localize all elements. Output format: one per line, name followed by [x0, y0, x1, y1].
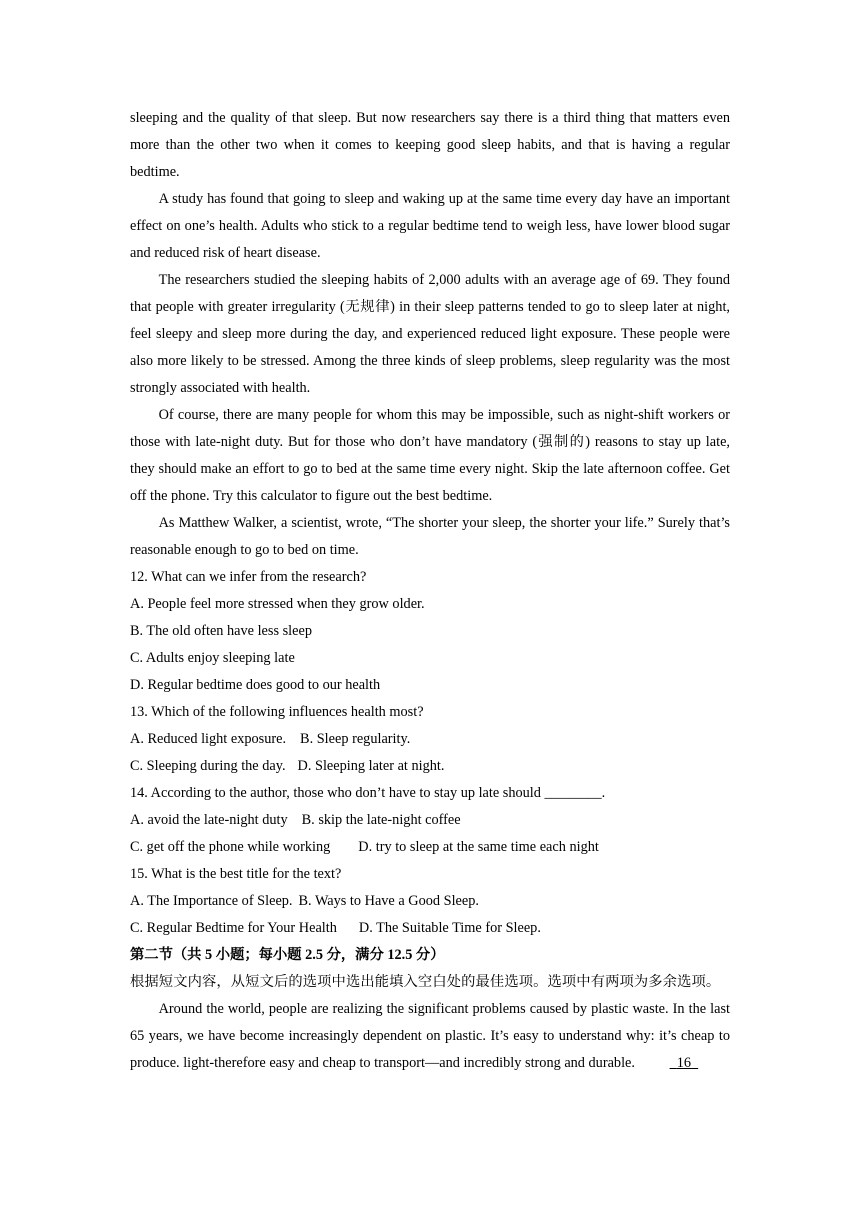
question-14-options-ab	[130, 807, 730, 834]
passage-paragraph-4: Of course, there are many people for whom this may be impossible, such as night-shift workers or those with late-night duty. But for those who don’t have mandatory (强制的) reasons to stay up late, they should make an effort to go to bed at the same time every night. Skip the late afternoon coffee. Get off the phone. Try this calculator to figure out the best bedtime.	[130, 407, 730, 504]
passage-paragraph-2: A study has found that going to sleep and waking up at the same time every day have an important effect on one’s health. Adults who stick to a regular bedtime tend to weigh less, have lower blood sugar and reduced risk of heart disease.	[130, 191, 730, 261]
section-2-paragraph-1-text: Around the world, people are realizing the significant problems caused by plastic waste. In the last 65 years, we have become increasingly dependent on plastic. It’s easy to understand why: it’s cheap to produce. light-therefore easy and cheap to transport—and incredibly strong and durable.	[130, 1001, 730, 1071]
question-12-stem: 12. What can we infer from the research?	[130, 569, 367, 585]
question-13-options-cd	[130, 753, 730, 780]
question-12-option-b: B. The old often have less sleep	[130, 623, 312, 639]
question-15-option-a: A. The Importance of Sleep.	[130, 893, 293, 909]
question-15-option-d: D. The Suitable Time for Sleep.	[358, 920, 541, 936]
section-2-paragraph-1	[130, 996, 730, 1077]
question-13-option-a: A. Reduced light exposure.	[130, 731, 287, 747]
question-15-options-cd	[130, 915, 730, 942]
question-15-option-c: C. Regular Bedtime for Your Health	[130, 920, 337, 936]
blank-16	[641, 1050, 698, 1077]
question-13-stem: 13. Which of the following influences health most?	[130, 704, 424, 720]
question-14-stem: 14. According to the author, those who don’t have to stay up late should ________.	[130, 785, 606, 801]
passage-paragraph-1: sleeping and the quality of that sleep. But now researchers say there is a third thing that matters even more than the other two when it comes to keeping good sleep habits, and that is having a regular bedtime.	[130, 110, 730, 180]
question-12-option-a: A. People feel more stressed when they grow older.	[130, 596, 425, 612]
blank-16-number: 16	[676, 1055, 692, 1071]
page-content	[130, 105, 730, 1077]
passage-paragraph-5: As Matthew Walker, a scientist, wrote, “The shorter your sleep, the shorter your life.” Surely that’s reasonable enough to go to bed on time.	[130, 515, 730, 558]
question-14-option-c: C. get off the phone while working	[130, 839, 331, 855]
question-13-option-d: D. Sleeping later at night.	[297, 758, 445, 774]
question-13-options-ab	[130, 726, 730, 753]
question-14-options-cd	[130, 834, 730, 861]
question-12-option-d: D. Regular bedtime does good to our health	[130, 677, 381, 693]
passage-paragraph-3: The researchers studied the sleeping habits of 2,000 adults with an average age of 69. They found that people with greater irregularity (无规律) in their sleep patterns tended to go to sleep later at night, feel sleepy and sleep more during the day, and experienced reduced light exposure. These people were also more likely to be stressed. Among the three kinds of sleep problems, sleep regularity was the most strongly associated with health.	[130, 272, 730, 396]
section-2-heading: 第二节（共 5 小题；每小题 2.5 分，满分 12.5 分）	[130, 947, 445, 963]
question-15-stem: 15. What is the best title for the text?	[130, 866, 342, 882]
section-2-instruction: 根据短文内容，从短文后的选项中选出能填入空白处的最佳选项。选项中有两项为多余选项。	[130, 974, 721, 990]
question-14-option-d: D. try to sleep at the same time each night	[358, 839, 599, 855]
question-15-option-b: B. Ways to Have a Good Sleep.	[298, 893, 479, 909]
question-14-option-a: A. avoid the late-night duty	[130, 812, 288, 828]
question-12-option-c: C. Adults enjoy sleeping late	[130, 650, 295, 666]
question-14-option-b: B. skip the late-night coffee	[301, 812, 461, 828]
question-15-options-ab	[130, 888, 730, 915]
question-13-option-c: C. Sleeping during the day.	[130, 758, 286, 774]
question-13-option-b: B. Sleep regularity.	[300, 731, 411, 747]
